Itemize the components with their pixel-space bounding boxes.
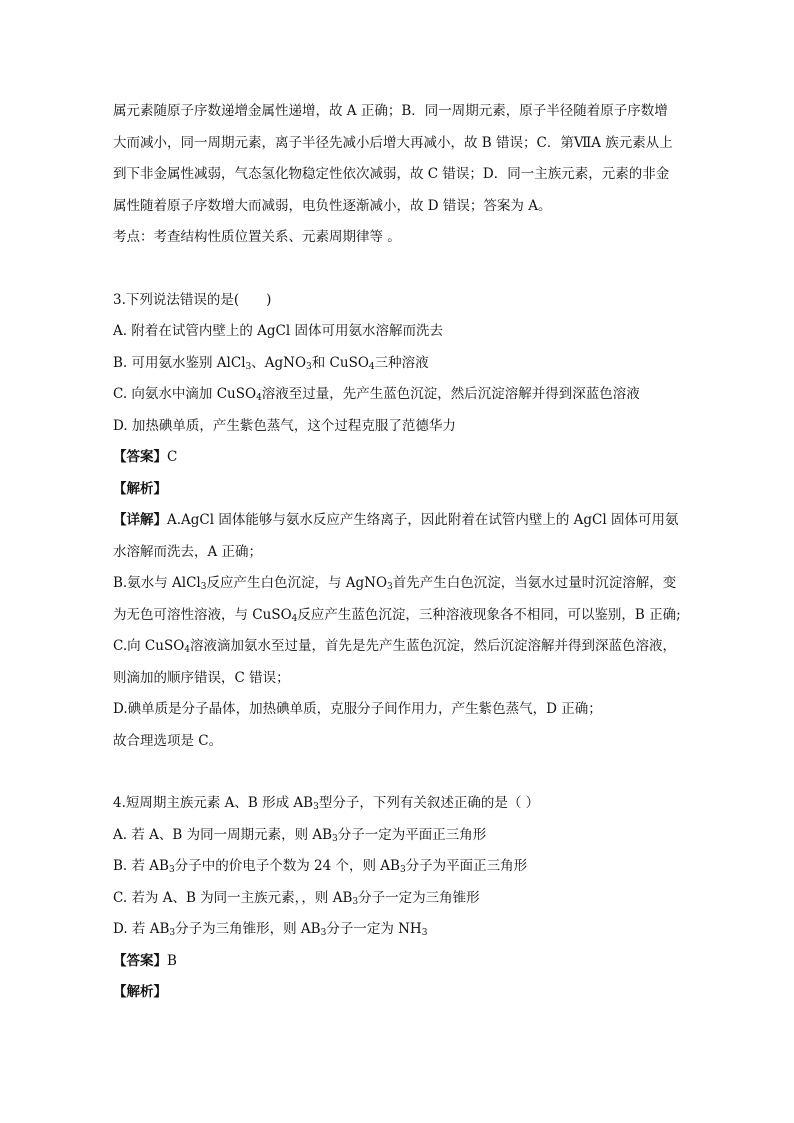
answer-value: C: [167, 449, 178, 465]
q4-option-c: C. 若为 A、B 为同一主族元素，，则 $AB_3$分子一定为三角锥形: [113, 889, 480, 907]
answer-label: 【答案】: [113, 449, 167, 465]
answer-label: 【答案】: [113, 952, 167, 969]
q2-explanation-line-2: 大而减小，同一周期元素，离子半径先减小后增大再减小，故 B 错误；C．第ⅦA 族元素从上: [113, 134, 673, 151]
q3-detail-line-3: B.氨水与 AlCl$_3$反应产生白色沉淀，与 AgNO$_3$首先产生白色沉淀，当氨水过量时沉淀溶解，变: [113, 575, 677, 592]
q3-option-a: A. 附着在试管内壁上的 AgCl 固体可用氨水溶解而洗去: [113, 323, 443, 339]
q3-detail-line-8: 故合理选项是 C。: [113, 732, 223, 749]
document-page: [113, 96, 683, 1009]
q3-detail-line-4: 为无色可溶性溶液，与 CuSO$_4$反应产生蓝色沉淀，三种溶液现象各不相同，可以鉴别，B 正确;: [113, 606, 681, 624]
q4-option-b: B. 若 $AB_3$分子中的价电子个数为 24 个，则 $AB_3$分子为平面正三角形: [113, 858, 528, 875]
q3-answer: [113, 442, 683, 474]
q2-kaodian: 考点：考查结构性质位置关系、元素周期律等 。: [113, 229, 401, 245]
q4-option-d: D. 若 $AB_3$分子为三角锥形，则 $AB_3$分子一定为 $NH_3$: [113, 921, 428, 938]
q3-option-c: C. 向氨水中滴加 CuSO$_4$溶液至过量，先产生蓝色沉淀，然后沉淀溶解并得到深蓝色溶液: [113, 386, 640, 403]
detail-label: 【详解】: [113, 512, 167, 528]
q3-detail-line-2: 水溶解而洗去，A 正确；: [113, 543, 263, 560]
q4-answer: [113, 946, 683, 978]
q3-detail-line-6: 则滴加的顺序错误，C 错误；: [113, 669, 290, 686]
q4-stem: 4.短周期主族元素 A、B 形成 $AB_3$型分子，下列有关叙述正确的是（ ）: [113, 795, 540, 812]
q4-option-a: A. 若 A、B 为同一周期元素，则 $AB_3$分子一定为平面正三角形: [113, 826, 487, 844]
section-spacer: [113, 757, 683, 788]
answer-value: B: [167, 952, 177, 969]
q3-option-d: D. 加热碘单质，产生紫色蒸气，这个过程克服了范德华力: [113, 417, 456, 434]
q2-explanation-line-4: 属性随着原子序数增大而减弱，电负性逐渐减小，故 D 错误；答案为 A。: [113, 197, 552, 214]
q2-explanation-line-3: 到下非金属性减弱，气态氢化物稳定性依次减弱，故 C 错误；D．同一主族元素，元素的非金: [113, 166, 670, 182]
q2-explanation-line-1: 属元素随原子序数递增金属性递增，故 A 正确；B．同一周期元素，原子半径随着原子序数增: [113, 103, 668, 119]
section-spacer: [113, 254, 683, 285]
q3-detail-line-1: 【详解】A.AgCl 固体能够与氨水反应产生络离子，因此附着在试管内壁上的 AgCl 固体可用氨: [113, 512, 679, 528]
q3-detail-line-5: C.向 CuSO$_4$溶液滴加氨水至过量，首先是先产生蓝色沉淀，然后沉淀溶解并得到深蓝色溶液，: [113, 638, 677, 655]
q3-stem: 3.下列说法错误的是( ): [113, 291, 272, 308]
q3-detail-line-7: D.碘单质是分子晶体，加热碘单质，克服分子间作用力，产生紫色蒸气，D 正确；: [113, 701, 602, 717]
q3-jiexi-label: 【解析】: [113, 480, 167, 497]
q4-jiexi-label: 【解析】: [113, 984, 167, 1000]
q3-option-b: B. 可用氨水鉴别 AlCl$_3$、AgNO$_3$和 CuSO$_4$三种溶液: [113, 354, 429, 372]
